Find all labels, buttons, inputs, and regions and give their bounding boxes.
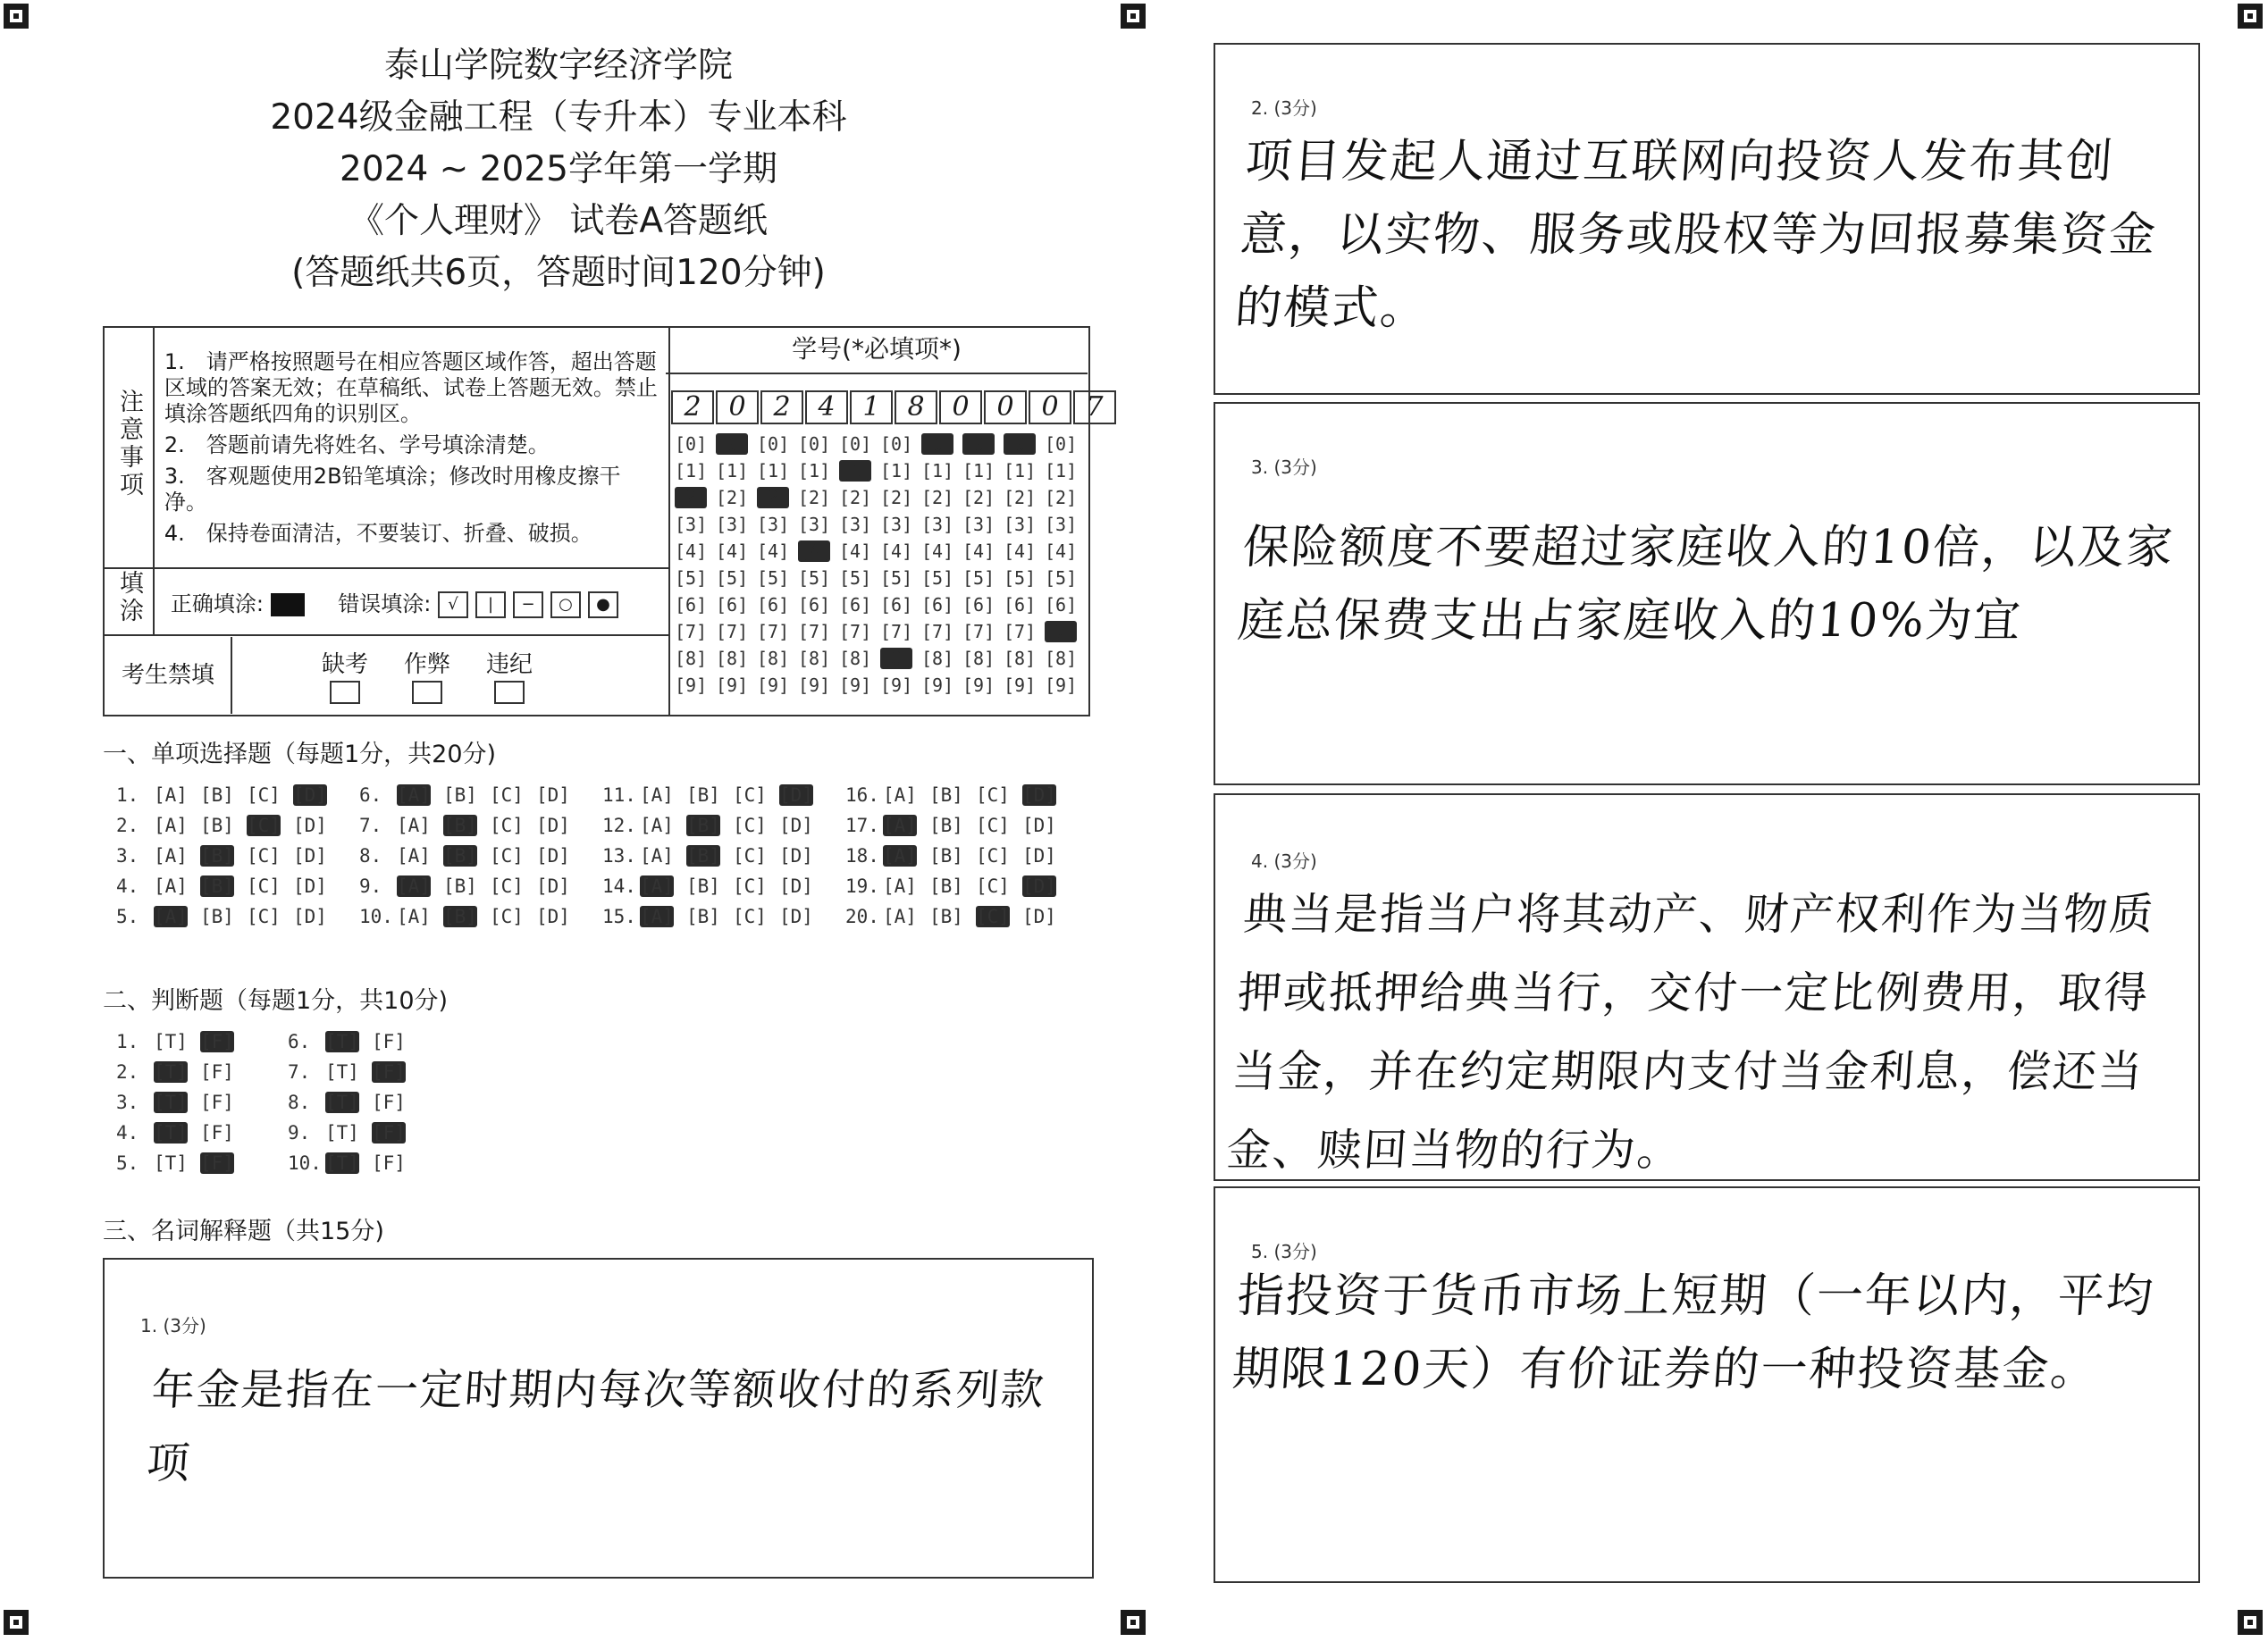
wrong-bar-mark: | — [475, 591, 506, 618]
id-bubble[interactable]: [8] — [839, 648, 872, 669]
tf-option-f[interactable]: [F] — [372, 1122, 406, 1144]
id-bubble[interactable]: [4] — [675, 540, 708, 562]
id-bubble[interactable]: [8] — [757, 648, 790, 669]
id-bubble[interactable]: [1] — [880, 460, 913, 482]
mc-question-number: 11. — [602, 784, 636, 806]
id-bubble[interactable]: [8] — [675, 648, 708, 669]
wrong-check-mark: √ — [438, 591, 468, 618]
id-bubble[interactable]: [0] — [798, 433, 831, 455]
id-digit[interactable]: 4 — [805, 390, 848, 424]
id-bubble[interactable]: [7] — [1004, 621, 1037, 642]
mc-option-b[interactable]: [B] — [443, 815, 477, 836]
tf-option-f[interactable]: [F] — [372, 1092, 406, 1113]
id-bubble[interactable]: [0] — [962, 433, 995, 455]
id-bubble[interactable]: [1] — [839, 460, 872, 482]
id-bubble[interactable]: [6] — [798, 594, 831, 616]
rule-2: 2. 答题前请先将姓名、学号填涂清楚。 — [164, 431, 550, 457]
q1-answer: 年金是指在一定时期内每次等额收付的系列款项 — [145, 1365, 1047, 1488]
id-bubble[interactable]: [4] — [839, 540, 872, 562]
tf-option-t[interactable]: [T] — [154, 1031, 188, 1052]
program-title: 2024级金融工程（专升本）专业本科 — [270, 97, 847, 138]
id-bubble[interactable]: [1] — [1004, 460, 1037, 482]
tf-question-number: 8. — [288, 1092, 311, 1113]
student-id-digits — [671, 390, 1118, 424]
id-bubble[interactable]: [2] — [880, 487, 913, 508]
tf-question-number: 4. — [116, 1122, 139, 1144]
correct-fill-label: 正确填涂: — [170, 591, 264, 616]
mc-question-number: 2. — [116, 815, 139, 836]
mc-option-b[interactable]: [B] — [443, 784, 477, 806]
mc-option-a[interactable]: [A] — [640, 845, 674, 867]
tf-option-f[interactable]: [F] — [372, 1031, 406, 1052]
id-bubble[interactable]: [3] — [757, 514, 790, 535]
id-bubble[interactable]: [2] — [1004, 487, 1037, 508]
id-bubble[interactable]: [4] — [1004, 540, 1037, 562]
mc-option-b[interactable]: [B] — [686, 815, 720, 836]
id-bubble[interactable]: [4] — [798, 540, 831, 562]
mc-option-a[interactable]: [A] — [397, 906, 431, 927]
wrong-dot-mark: ● — [588, 591, 618, 618]
mc-option-c[interactable]: [C] — [733, 784, 767, 806]
tf-question-number: 5. — [116, 1152, 139, 1174]
id-bubble[interactable]: [6] — [962, 594, 995, 616]
id-digit[interactable]: 0 — [984, 390, 1027, 424]
mc-option-a[interactable]: [A] — [154, 815, 188, 836]
id-digit[interactable]: 2 — [760, 390, 803, 424]
id-bubble[interactable]: [1] — [1045, 460, 1078, 482]
id-bubble[interactable]: [1] — [757, 460, 790, 482]
id-bubble[interactable]: [6] — [880, 594, 913, 616]
id-bubble[interactable]: [7] — [1045, 621, 1078, 642]
id-digit[interactable]: 1 — [850, 390, 893, 424]
mc-option-d[interactable]: [D] — [779, 906, 813, 927]
absent-checkbox[interactable] — [330, 681, 360, 704]
id-bubble[interactable]: [9] — [1045, 674, 1078, 696]
mc-option-b[interactable]: [B] — [686, 875, 720, 897]
mc-option-d[interactable]: [D] — [293, 875, 327, 897]
id-bubble[interactable]: [0] — [1004, 433, 1037, 455]
id-bubble[interactable]: [7] — [962, 621, 995, 642]
mc-option-b[interactable]: [B] — [929, 875, 963, 897]
id-bubble[interactable]: [1] — [798, 460, 831, 482]
id-bubble[interactable]: [4] — [757, 540, 790, 562]
id-bubble[interactable]: [0] — [757, 433, 790, 455]
mc-question-number: 19. — [845, 875, 879, 897]
id-bubble[interactable]: [4] — [962, 540, 995, 562]
id-bubble[interactable]: [2] — [1045, 487, 1078, 508]
id-digit[interactable]: 7 — [1073, 390, 1116, 424]
mc-option-b[interactable]: [B] — [200, 784, 234, 806]
mc-question-number: 8. — [359, 845, 382, 867]
mc-question-number: 12. — [602, 815, 636, 836]
id-bubble[interactable]: [2] — [716, 487, 749, 508]
tf-option-f[interactable]: [F] — [200, 1061, 234, 1083]
tf-question-number: 2. — [116, 1061, 139, 1083]
mc-option-c[interactable]: [C] — [247, 875, 281, 897]
id-bubble[interactable]: [3] — [962, 514, 995, 535]
wrong-dash-mark: − — [513, 591, 543, 618]
school-title: 泰山学院数字经济学院 — [383, 46, 733, 86]
mc-option-c[interactable]: [C] — [733, 906, 767, 927]
id-bubble[interactable]: [8] — [1045, 648, 1078, 669]
mc-option-c[interactable]: [C] — [247, 906, 281, 927]
tf-question-number: 1. — [116, 1031, 139, 1052]
id-bubble[interactable]: [2] — [757, 487, 790, 508]
mc-question-number: 3. — [116, 845, 139, 867]
id-bubble[interactable]: [2] — [962, 487, 995, 508]
id-bubble[interactable]: [9] — [798, 674, 831, 696]
id-bubble[interactable]: [7] — [675, 621, 708, 642]
id-bubble[interactable]: [1] — [716, 460, 749, 482]
mc-question-number: 6. — [359, 784, 382, 806]
id-bubble[interactable]: [3] — [675, 514, 708, 535]
id-bubble[interactable]: [7] — [880, 621, 913, 642]
answer-box-q1[interactable] — [103, 1258, 1094, 1579]
id-digit[interactable]: 0 — [939, 390, 982, 424]
id-bubble[interactable]: [0] — [921, 433, 954, 455]
id-bubble[interactable]: [2] — [921, 487, 954, 508]
mc-option-a[interactable]: [A] — [397, 784, 431, 806]
id-bubble[interactable]: [3] — [839, 514, 872, 535]
mc-option-d[interactable]: [D] — [1022, 784, 1056, 806]
tf-question-number: 10. — [288, 1152, 322, 1174]
id-bubble[interactable]: [4] — [716, 540, 749, 562]
id-bubble[interactable]: [1] — [921, 460, 954, 482]
mc-option-d[interactable]: [D] — [1022, 906, 1056, 927]
mc-option-c[interactable]: [C] — [490, 784, 524, 806]
mc-option-c[interactable]: [C] — [490, 906, 524, 927]
corner-marker-top-right — [2238, 4, 2263, 29]
mc-option-d[interactable]: [D] — [293, 906, 327, 927]
mc-option-c[interactable]: [C] — [976, 815, 1010, 836]
mc-question-number: 16. — [845, 784, 879, 806]
mc-option-a[interactable]: [A] — [640, 815, 674, 836]
id-bubble[interactable]: [9] — [757, 674, 790, 696]
mc-question-number: 7. — [359, 815, 382, 836]
mc-option-a[interactable]: [A] — [154, 906, 188, 927]
id-bubble[interactable]: [5] — [921, 567, 954, 589]
mc-question-number: 4. — [116, 875, 139, 897]
id-bubble[interactable]: [5] — [839, 567, 872, 589]
mc-option-c[interactable]: [C] — [490, 815, 524, 836]
mc-option-d[interactable]: [D] — [293, 815, 327, 836]
tf-option-f[interactable]: [F] — [200, 1092, 234, 1113]
tf-option-t[interactable]: [T] — [325, 1031, 359, 1052]
mc-option-d[interactable]: [D] — [536, 815, 570, 836]
id-bubble[interactable]: [7] — [839, 621, 872, 642]
mc-option-c[interactable]: [C] — [247, 845, 281, 867]
id-bubble[interactable]: [0] — [1045, 433, 1078, 455]
rule-1: 1. 请严格按照题号在相应答题区域作答，超出答题区域的答案无效；在草稿纸、试卷上答题无效。禁止填涂答题纸四角的识别区。 — [164, 348, 658, 426]
id-bubble[interactable]: [7] — [716, 621, 749, 642]
mc-question-number: 5. — [116, 906, 139, 927]
id-bubble[interactable]: [7] — [798, 621, 831, 642]
q2-score: 2. (3分) — [1251, 97, 1317, 119]
mc-question-number: 18. — [845, 845, 879, 867]
mc-option-a[interactable]: [A] — [883, 815, 917, 836]
id-bubble[interactable]: [6] — [675, 594, 708, 616]
fill-label: 填涂 — [104, 568, 154, 635]
section3-title: 三、名词解释题（共15分) — [103, 1218, 384, 1245]
mc-option-b[interactable]: [B] — [686, 784, 720, 806]
tf-question-number: 9. — [288, 1122, 311, 1144]
section2-title: 二、判断题（每题1分，共10分) — [103, 987, 449, 1015]
id-bubble[interactable]: [3] — [1045, 514, 1078, 535]
violation-checkbox[interactable] — [494, 681, 525, 704]
id-bubble[interactable]: [6] — [716, 594, 749, 616]
q4-score: 4. (3分) — [1251, 850, 1317, 872]
mc-option-d[interactable]: [D] — [779, 875, 813, 897]
tf-option-t[interactable]: [T] — [154, 1092, 188, 1113]
tf-option-t[interactable]: [T] — [325, 1061, 359, 1083]
cheat-checkbox[interactable] — [412, 681, 442, 704]
id-bubble[interactable]: [1] — [962, 460, 995, 482]
id-bubble[interactable]: [8] — [716, 648, 749, 669]
mc-option-a[interactable]: [A] — [154, 845, 188, 867]
id-bubble[interactable]: [3] — [921, 514, 954, 535]
id-bubble[interactable]: [6] — [921, 594, 954, 616]
wrong-circle-mark: ○ — [550, 591, 581, 618]
tf-option-t[interactable]: [T] — [325, 1122, 359, 1144]
id-bubble[interactable]: [6] — [839, 594, 872, 616]
mc-option-c[interactable]: [C] — [733, 845, 767, 867]
q5-score: 5. (3分) — [1251, 1241, 1317, 1262]
id-bubble[interactable]: [2] — [675, 487, 708, 508]
mc-option-c[interactable]: [C] — [976, 875, 1010, 897]
mc-option-d[interactable]: [D] — [536, 875, 570, 897]
mc-option-d[interactable]: [D] — [536, 906, 570, 927]
answer-box-q3[interactable] — [1214, 402, 2200, 785]
mc-option-d[interactable]: [D] — [1022, 845, 1056, 867]
mc-option-b[interactable]: [B] — [200, 906, 234, 927]
term-title: 2024 ~ 2025学年第一学期 — [340, 149, 777, 189]
id-bubble[interactable]: [9] — [962, 674, 995, 696]
mc-option-c[interactable]: [C] — [976, 784, 1010, 806]
mc-option-a[interactable]: [A] — [640, 906, 674, 927]
violation-field: 违纪 — [486, 646, 533, 706]
mc-question-number: 9. — [359, 875, 382, 897]
corner-marker-bottom-middle — [1121, 1610, 1146, 1635]
id-bubble[interactable]: [9] — [839, 674, 872, 696]
id-bubble[interactable]: [1] — [675, 460, 708, 482]
id-bubble[interactable]: [6] — [757, 594, 790, 616]
mc-option-a[interactable]: [A] — [883, 906, 917, 927]
id-bubble[interactable]: [9] — [675, 674, 708, 696]
fill-example-row — [154, 568, 669, 635]
corner-marker-bottom-left — [4, 1610, 29, 1635]
q3-answer: 保险额度不要超过家庭收入的10倍，以及家庭总保费支出占家庭收入的10%为宜 — [1236, 521, 2177, 648]
corner-marker-bottom-right — [2238, 1610, 2263, 1635]
mc-option-b[interactable]: [B] — [200, 875, 234, 897]
tf-option-f[interactable]: [F] — [200, 1031, 234, 1052]
id-bubble[interactable]: [2] — [798, 487, 831, 508]
id-bubble[interactable]: [5] — [757, 567, 790, 589]
cheat-field: 作弊 — [404, 646, 450, 706]
mc-option-a[interactable]: [A] — [397, 875, 431, 897]
mc-option-b[interactable]: [B] — [686, 845, 720, 867]
id-bubble[interactable]: [3] — [716, 514, 749, 535]
exam-info: (答题纸共6页，答题时间120分钟) — [291, 253, 826, 293]
mc-option-a[interactable]: [A] — [154, 784, 188, 806]
mc-option-d[interactable]: [D] — [779, 845, 813, 867]
mc-option-d[interactable]: [D] — [536, 845, 570, 867]
tf-option-t[interactable]: [T] — [325, 1152, 359, 1174]
id-bubble[interactable]: [0] — [675, 433, 708, 455]
tf-option-f[interactable]: [F] — [200, 1152, 234, 1174]
id-bubble[interactable]: [0] — [839, 433, 872, 455]
id-bubble[interactable]: [5] — [716, 567, 749, 589]
mc-option-d[interactable]: [D] — [536, 784, 570, 806]
mc-option-b[interactable]: [B] — [929, 784, 963, 806]
tf-option-t[interactable]: [T] — [154, 1152, 188, 1174]
mc-option-a[interactable]: [A] — [154, 875, 188, 897]
section1-title: 一、单项选择题（每题1分，共20分) — [103, 741, 497, 768]
mc-option-b[interactable]: [B] — [200, 845, 234, 867]
mc-option-d[interactable]: [D] — [1022, 875, 1056, 897]
id-bubble[interactable]: [5] — [675, 567, 708, 589]
id-bubble[interactable]: [9] — [1004, 674, 1037, 696]
mc-option-c[interactable]: [C] — [490, 845, 524, 867]
tf-option-t[interactable]: [T] — [154, 1061, 188, 1083]
exam-title: 《个人理财》 试卷A答题纸 — [349, 201, 769, 241]
mc-option-b[interactable]: [B] — [443, 906, 477, 927]
id-bubble[interactable]: [7] — [757, 621, 790, 642]
id-bubble[interactable]: [6] — [1045, 594, 1078, 616]
mc-question-number: 17. — [845, 815, 879, 836]
mc-option-d[interactable]: [D] — [779, 815, 813, 836]
id-bubble[interactable]: [5] — [1045, 567, 1078, 589]
id-bubble[interactable]: [8] — [962, 648, 995, 669]
q1-score: 1. (3分) — [140, 1315, 206, 1336]
mc-option-a[interactable]: [A] — [883, 875, 917, 897]
id-bubble[interactable]: [3] — [798, 514, 831, 535]
mc-option-c[interactable]: [C] — [247, 815, 281, 836]
q2-answer: 项目发起人通过互联网向投资人发布其创意，以实物、服务或股权等为回报募集资金的模式。 — [1233, 135, 2160, 335]
id-bubble[interactable]: [9] — [880, 674, 913, 696]
mc-question-number: 15. — [602, 906, 636, 927]
q3-score: 3. (3分) — [1251, 457, 1317, 478]
answer-box-q5[interactable] — [1214, 1186, 2200, 1583]
id-digit[interactable]: 0 — [1029, 390, 1071, 424]
corner-marker-top-left — [4, 4, 29, 29]
id-bubble[interactable]: [7] — [921, 621, 954, 642]
id-bubble[interactable]: [9] — [921, 674, 954, 696]
mc-option-a[interactable]: [A] — [397, 845, 431, 867]
mc-option-a[interactable]: [A] — [397, 815, 431, 836]
student-id-title: 学号(*必填项*) — [666, 326, 1088, 374]
corner-marker-top-middle — [1121, 4, 1146, 29]
mc-option-a[interactable]: [A] — [883, 845, 917, 867]
wrong-fill-label: 错误填涂: — [338, 591, 432, 616]
id-bubble[interactable]: [8] — [921, 648, 954, 669]
mc-option-d[interactable]: [D] — [1022, 815, 1056, 836]
mc-option-d[interactable]: [D] — [293, 845, 327, 867]
mc-option-c[interactable]: [C] — [976, 906, 1010, 927]
mc-option-b[interactable]: [B] — [200, 815, 234, 836]
mc-option-d[interactable]: [D] — [779, 784, 813, 806]
mc-option-c[interactable]: [C] — [247, 784, 281, 806]
tf-question-number: 7. — [288, 1061, 311, 1083]
id-bubble[interactable]: [5] — [962, 567, 995, 589]
mc-option-c[interactable]: [C] — [490, 875, 524, 897]
tf-option-f[interactable]: [F] — [200, 1122, 234, 1144]
tf-option-f[interactable]: [F] — [372, 1152, 406, 1174]
id-bubble[interactable]: [8] — [798, 648, 831, 669]
mc-option-d[interactable]: [D] — [293, 784, 327, 806]
id-bubble[interactable]: [0] — [716, 433, 749, 455]
mc-option-b[interactable]: [B] — [443, 845, 477, 867]
mc-question-number: 20. — [845, 906, 879, 927]
id-bubble[interactable]: [4] — [880, 540, 913, 562]
id-digit[interactable]: 8 — [895, 390, 937, 424]
mc-option-c[interactable]: [C] — [976, 845, 1010, 867]
mc-option-a[interactable]: [A] — [640, 784, 674, 806]
correct-fill-example — [271, 593, 305, 616]
id-bubble[interactable]: [4] — [921, 540, 954, 562]
mc-question-number: 14. — [602, 875, 636, 897]
q4-answer: 典当是指当户将其动产、财产权利作为当物质押或抵押给典当行，交付一定比例费用，取得当金，并在约定期限内支付当金利息，偿还当金、赎回当物的行为。 — [1224, 889, 2157, 1176]
absent-field: 缺考 — [322, 646, 368, 706]
notice-label: 注意事项 — [104, 327, 154, 568]
id-digit[interactable]: 0 — [716, 390, 759, 424]
id-bubble[interactable]: [8] — [1004, 648, 1037, 669]
forbid-row — [104, 635, 669, 716]
student-id-panel — [666, 326, 1104, 712]
mc-question-number: 10. — [359, 906, 393, 927]
tf-option-f[interactable]: [F] — [372, 1061, 406, 1083]
id-bubble[interactable]: [2] — [839, 487, 872, 508]
mc-option-c[interactable]: [C] — [733, 875, 767, 897]
notice-rules — [154, 327, 669, 568]
mc-option-a[interactable]: [A] — [640, 875, 674, 897]
mc-option-b[interactable]: [B] — [929, 815, 963, 836]
mc-option-c[interactable]: [C] — [733, 815, 767, 836]
mc-question-number: 13. — [602, 845, 636, 867]
id-bubble[interactable]: [6] — [1004, 594, 1037, 616]
tf-option-t[interactable]: [T] — [325, 1092, 359, 1113]
id-bubble[interactable]: [5] — [1004, 567, 1037, 589]
id-digit[interactable]: 2 — [671, 390, 714, 424]
id-bubble[interactable]: [3] — [880, 514, 913, 535]
mc-question-number: 1. — [116, 784, 139, 806]
forbid-label: 考生禁填 — [105, 637, 232, 714]
q5-answer: 指投资于货币市场上短期（一年以内，平均期限120天）有价证券的一种投资基金。 — [1231, 1269, 2156, 1396]
id-bubble[interactable]: [0] — [880, 433, 913, 455]
mc-option-b[interactable]: [B] — [686, 906, 720, 927]
tf-question-number: 6. — [288, 1031, 311, 1052]
id-bubble[interactable]: [8] — [880, 648, 913, 669]
mc-option-a[interactable]: [A] — [883, 784, 917, 806]
answer-box-q4[interactable] — [1214, 793, 2200, 1181]
tf-question-number: 3. — [116, 1092, 139, 1113]
mc-option-b[interactable]: [B] — [929, 845, 963, 867]
id-bubble[interactable]: [5] — [798, 567, 831, 589]
id-bubble[interactable]: [4] — [1045, 540, 1078, 562]
mc-option-b[interactable]: [B] — [929, 906, 963, 927]
id-bubble[interactable]: [3] — [1004, 514, 1037, 535]
tf-option-t[interactable]: [T] — [154, 1122, 188, 1144]
rule-4: 4. 保持卷面清洁，不要装订、折叠、破损。 — [164, 520, 592, 546]
mc-option-b[interactable]: [B] — [443, 875, 477, 897]
answer-box-q2[interactable] — [1214, 43, 2200, 395]
id-bubble[interactable]: [5] — [880, 567, 913, 589]
id-bubble[interactable]: [9] — [716, 674, 749, 696]
rule-3: 3. 客观题使用2B铅笔填涂；修改时用橡皮擦干净。 — [164, 463, 621, 515]
